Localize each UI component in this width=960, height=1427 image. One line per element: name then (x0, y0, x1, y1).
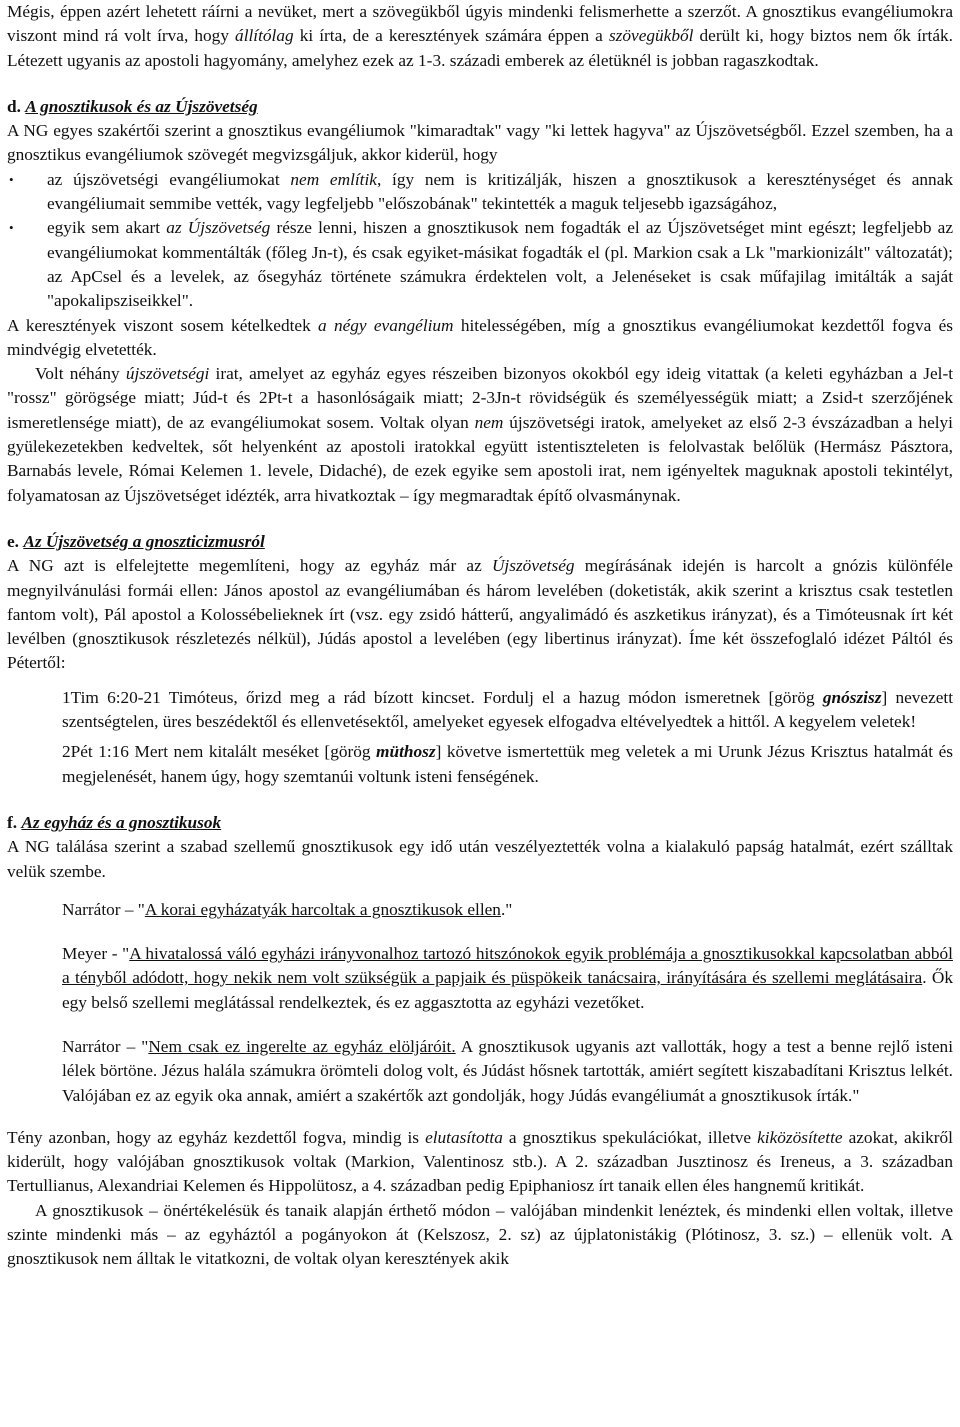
section-d-paragraph-1: A NG egyes szakértői szerint a gnosztikus evangéliumok "kimaradtak" vagy "ki lettek hagyva" az Újszövetségből. Ezzel szemben, ha a gnosztikus evangéliumok szövegét megvizsgáljuk, akkor kiderül, hogy (7, 121, 953, 165)
dialogue-narrator-1: Narrátor – "A korai egyházatyák harcoltak a gnosztikusok ellen." (62, 899, 513, 919)
bullet-item: • egyik sem akart az Újszövetség része lenni, hiszen a gnosztikusok nem fogadták el az Újszövetséget mint egészt; legfeljebb az evangéliumokat kommentálták (főleg Jn-t), és csak egyiket-másikat fogadták el (pl. Markion csak a Lk "markionizált" változatát); az ApCsel és a levelek, az ősegyház története számukra érdektelen volt, a Jelenéseket is csak műfajilag imitálták a saját "apokalipsziseikkel". (47, 216, 953, 313)
dialogue-meyer: Meyer - "A hivatalossá váló egyházi irányvonalhoz tartozó hitszónokok egyik problémája a gnosztikusokkal kapcsolatban abból a tényből adódott, hogy nekik nem volt szükségük a papjaik és püspökeik tanácsaira, irányítására és szellemi meglátásaira. Ők egy belső szellemi meglátással rendelkeztek, és ez aggasztotta az egyházi vezetőket. (62, 944, 953, 1012)
section-f-heading: f. Az egyház és a gnosztikusok (7, 812, 222, 832)
bible-quote-1tim: 1Tim 6:20-21 Timóteus, őrizd meg a rád bízott kincset. Fordulj el a hazug módon ismeretnek [görög gnószisz] nevezett szentségtelen, üres beszédektől és ellenvetésektől, amelyeket egyesek elfogadva eltévelyedtek a hittől. A kegyelem veletek! (62, 687, 954, 732)
dialogue-narrator-2: Narrátor – "Nem csak ez ingerelte az egyház elöljáróit. A gnosztikusok ugyanis azt vallották, hogy a test a benne rejlő isteni lélek börtöne. Jézus halála számukra örömteli dolog volt, és Júdást hősnek tartották, amiért segített kiszabadítani Krisztus lelkét. Valójában ez az egyik oka annak, amiért a szakértők azt gondolják, hogy Júdás evangéliumát a gnosztikusok írták." (62, 1036, 953, 1105)
section-d-paragraph-2: A keresztények viszont sosem kételkedtek a négy evangélium hitelességében, míg a gnosztikus evangéliumokat kezdettől fogva és mindvégig elvetették. (7, 315, 953, 359)
section-d-bullet-list (7, 168, 953, 314)
section-e-paragraph-1: A NG azt is elfelejtette megemlíteni, hogy az egyház már az Újszövetség megírásának idején is harcolt a gnózis különféle megnyilvánulási formái ellen: János apostol az evangéliumában és három levelében (doketisták, akik szerint a krisztus csak testetlen fantom volt), Pál apostol a Kolossébelieknek írt (vsz. egy zsidó hátterű, angyalimádó és aszketikus irányzat), és a Timóteusnak írt két levélben (gnosztikusok részletezés nélkül), Júdás apostol a levelében (egy libertinus irányzat). Íme két összefoglaló idézet Páltól és Pétertől: (7, 556, 953, 673)
section-f-paragraph-3: A gnosztikusok – önértékelésük és tanaik alapján érthető módon – valójában mindenkit lenéztek, és mindenki ellen voltak, illetve szinte mindenki más – az egyháztól a pogányokon át (Kelszosz, 2. sz) az újplatonistákig (Plótinosz, 3. sz.) – ellenük volt. A gnosztikusok nem álltak le vitatkozni, de voltak olyan keresztények akik (7, 1200, 953, 1269)
section-f-paragraph-1: A NG találása szerint a szabad szellemű gnosztikusok egy idő után veszélyeztették volna a kialakuló papság hatalmát, ezért szálltak velük szembe. (7, 837, 953, 881)
bible-quote-2pet: 2Pét 1:16 Mert nem kitalált meséket [görög müthosz] követve ismertettük meg veletek a mi Urunk Jézus Krisztus hatalmát és megjelenését, hanem úgy, hogy szemtanúi voltunk isteni fenségének. (62, 742, 953, 786)
intro-paragraph: Mégis, éppen azért lehetett ráírni a nevüket, mert a szövegükből úgyis mindenki felismerhette a szerzőt. A gnosztikus evangéliumokra viszont mind rá volt írva, hogy állítólag ki írta, de a keresztények számára éppen a szövegükből derült ki, hogy biztos nem ők írták. Létezett ugyanis az apostoli hagyomány, amelyhez ezek az 1-3. századi emberek az életüknél is jobban ragaszkodtak. (7, 2, 953, 70)
section-f-paragraph-2: Tény azonban, hogy az egyház kezdettől fogva, mindig is elutasította a gnosztikus spekulációkat, illetve kiközösítette azokat, akikről kiderült, hogy valójában gnosztikusok voltak (Markion, Valentinosz stb.). A 2. században Jusztinosz és Ireneus, a 3. században Tertullianus, Alexandriai Kelemen és Hippolütosz, a 4. században pedig Epiphaniosz írt tanaik ellen éles hangnemű kritikát. (7, 1127, 953, 1196)
section-d-paragraph-3: Volt néhány újszövetségi irat, amelyet az egyház egyes részeiben bizonyos okokból egy ideig vitattak (a keleti egyházban a Jel-t "rossz" görögsége miatt; Júd-t és 2Pt-t a hasonlóságaik miatt; 2-3Jn-t rövidségük és személyességük miatt; a Zsid-t szerzőjének ismeretlensége miatt), de az evangéliumokat sosem. Voltak olyan nem újszövetségi iratok, amelyeket az első 2-3 évszázadban a helyi gyülekezetekben kedveltek, sőt helyenként az apostoli iratokkal együtt istentiszteleten is felolvastak belőlük (Hermász Pásztora, Barnabás levele, Római Kelemen 1. levele, Didaché), de ezek egyike sem apostoli irat, nem igényeltek maguknak apostoli tekintélyt, folyamatosan az Újszövetséget idézték, arra hivatkoztak – így megmaradtak építő olvasmánynak. (7, 364, 953, 505)
section-d-heading: d. A gnosztikusok és az Újszövetség (7, 96, 258, 116)
document-body (7, 0, 953, 1272)
bullet-item: • az újszövetségi evangéliumokat nem említik, így nem is kritizálják, hiszen a gnosztikusok a kereszténységet és annak evangéliumait semmibe vették, vagy legfeljebb "előszobának" tekintették a maguk teljesebb igazságához, (47, 168, 953, 217)
section-e-heading: e. Az Újszövetség a gnoszticizmusról (7, 531, 265, 551)
